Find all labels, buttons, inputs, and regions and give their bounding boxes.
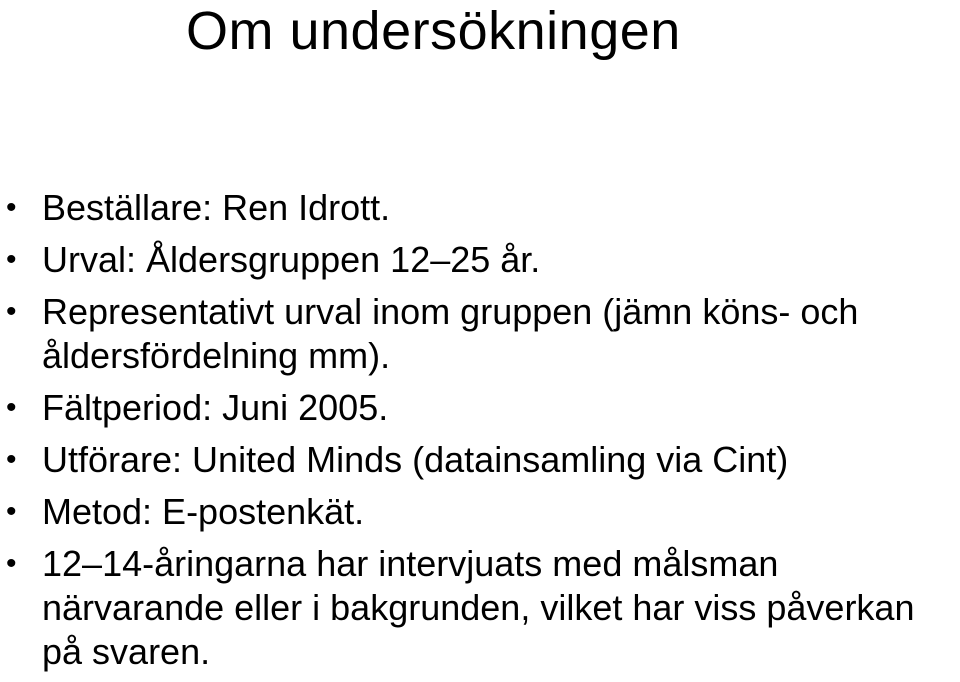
bullet-item (0, 386, 960, 430)
bullet-text: 12–14-åringarna har intervjuats med målsman närvarande eller i bakgrunden, vilket har viss påverkan på svaren. (42, 543, 915, 672)
bullet-icon: • (6, 191, 17, 224)
slide-title: Om undersökningen (186, 1, 681, 61)
bullet-text: Metod: E-postenkät. (42, 491, 365, 532)
bullet-text: Utförare: United Minds (datainsamling via Cint) (42, 439, 789, 480)
bullet-list (0, 186, 960, 682)
bullet-text: Representativt urval inom gruppen (jämn köns- och åldersfördelning mm). (42, 291, 859, 376)
bullet-text: Urval: Åldersgruppen 12–25 år. (42, 239, 541, 280)
bullet-item (0, 186, 960, 230)
bullet-item (0, 490, 960, 534)
bullet-item (0, 238, 960, 282)
bullet-icon: • (6, 547, 17, 580)
bullet-icon: • (6, 495, 17, 528)
bullet-icon: • (6, 443, 17, 476)
bullet-icon: • (6, 243, 17, 276)
bullet-item (0, 542, 960, 674)
bullet-icon: • (6, 391, 17, 424)
bullet-text: Fältperiod: Juni 2005. (42, 387, 389, 428)
bullet-item (0, 290, 960, 378)
bullet-item (0, 438, 960, 482)
bullet-icon: • (6, 295, 17, 328)
bullet-text: Beställare: Ren Idrott. (42, 187, 391, 228)
